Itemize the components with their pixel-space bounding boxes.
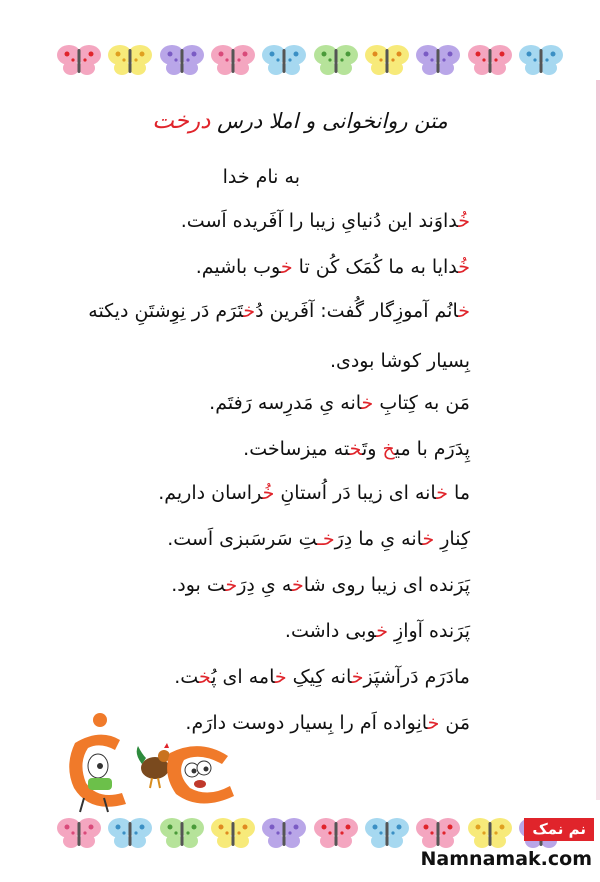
highlighted-letter: خ [349, 438, 362, 460]
highlighted-letter: خ [382, 438, 395, 460]
line-text: ته میزساخت. [243, 438, 350, 460]
butterfly-icon [55, 816, 103, 850]
highlighted-letter: خ [351, 666, 364, 688]
highlighted-letter: خُ [458, 210, 470, 232]
butterfly-icon [466, 816, 514, 850]
butterfly-icon [209, 816, 257, 850]
line-text: دایا به ما کُمَک کُن تا [292, 256, 459, 278]
line-text: به نام خدا [222, 166, 300, 188]
highlighted-letter: خ [361, 392, 374, 414]
text-line [243, 438, 470, 460]
highlighted-letter: خ [292, 574, 304, 596]
line-text: انه کِیکِ [286, 666, 352, 688]
line-text: داوَند این دُنیایِ زیبا را آفَریده اَست. [180, 210, 459, 232]
line-text: بِسیار کوشا بودی. [329, 350, 470, 372]
text-line [285, 620, 470, 642]
highlighted-letter: خ [225, 574, 238, 596]
highlighted-letter: خ [274, 666, 287, 688]
line-text: مَن [439, 712, 470, 734]
line-text: انه ای زیبا دَر اُستانِ [274, 482, 437, 504]
rooster-icon [137, 743, 170, 788]
line-text: ما [447, 482, 470, 504]
text-line [174, 666, 470, 688]
text-line [88, 300, 470, 322]
line-text: پَرَنده آوازِ [388, 620, 470, 642]
line-text: ه یِ دِرَ [237, 574, 293, 596]
line-text: تَرَم دَر نِوِشتَنِ دیکته [88, 300, 244, 322]
letter-h-character-icon [167, 746, 234, 803]
highlighted-letter: خ [436, 482, 448, 504]
butterfly-icon [363, 816, 411, 850]
text-line [181, 210, 470, 232]
text-line [167, 528, 470, 550]
highlighted-letter: خ [280, 256, 293, 278]
highlighted-letter: خ [243, 300, 256, 322]
line-text: انه یِ مَدرِسه رَفتَم. [209, 392, 362, 414]
line-text: راسان داریم. [158, 482, 263, 504]
line-text: پِدَرَم با می [394, 438, 470, 460]
butterfly-icon [312, 816, 360, 850]
line-text: کِنارِ [434, 528, 470, 550]
title-accent: درخت [152, 108, 211, 134]
butterfly-icon [106, 816, 154, 850]
butterfly-icon [414, 816, 462, 850]
letter-kh-character-icon [69, 713, 126, 812]
highlighted-letter: خ [458, 300, 470, 322]
butterfly-icon [260, 816, 308, 850]
line-text: انه یِ ما دِرَ [334, 528, 423, 550]
watermark-badge: نم نمک [524, 818, 594, 841]
text-line [171, 574, 470, 596]
title-main: متن روانخوانی و املا درس [217, 109, 448, 133]
bottom-butterfly-border [55, 815, 565, 851]
line-text: انُم آموزِگار گُفت: آفَرین دُ [255, 300, 459, 322]
line-text: تِ سَرسَبزی اَست. [167, 528, 318, 550]
text-line [209, 392, 470, 414]
butterfly-icon [158, 816, 206, 850]
highlighted-letter: خُ [458, 256, 470, 278]
line-text: ت. [174, 666, 199, 688]
highlighted-letter: خُ [262, 482, 275, 504]
highlighted-letter: خ [376, 620, 389, 642]
line-text: امه ای پُ [211, 666, 275, 688]
line-text: وب باشیم. [195, 256, 281, 278]
highlighted-letter: خـ [317, 528, 335, 550]
highlighted-letter: خ [422, 528, 435, 550]
line-text: مادَرَم دَرآشپَز [363, 666, 470, 688]
line-text: وتَ [361, 438, 383, 460]
text-line [196, 256, 470, 278]
highlighted-letter: خ [427, 712, 440, 734]
line-text: مَن به کِتابِ [373, 392, 470, 414]
watermark-site: Namnamak.com [420, 848, 592, 870]
highlighted-letter: خ [198, 666, 212, 688]
line-text: انِواده اَم را بِسیار دوست دارَم. [185, 712, 428, 734]
line-text: وبی داشت. [284, 620, 377, 642]
letter-kh-mascot-illustration [60, 708, 240, 818]
text-line [330, 350, 470, 372]
text-line [223, 166, 300, 188]
line-text: ت بود. [171, 574, 226, 596]
line-text: پَرَنده ای زیبا روی شا [303, 574, 470, 596]
text-line [158, 482, 470, 504]
